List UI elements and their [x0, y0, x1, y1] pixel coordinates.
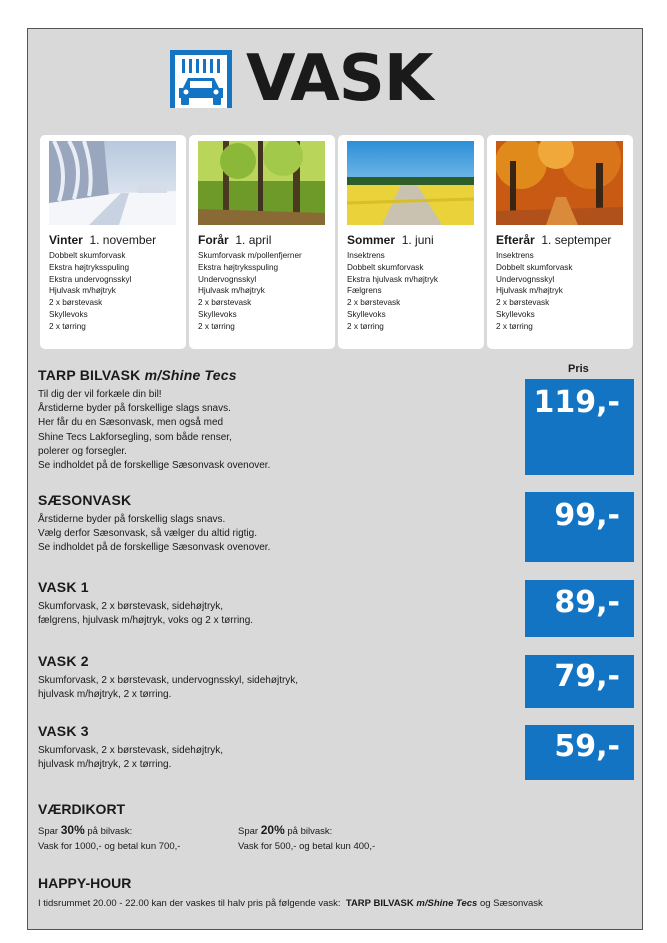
happy-product: TARP BILVASK: [345, 898, 414, 909]
list-item: 2 x tørring: [496, 321, 533, 331]
list-item: 2 x børstevask: [496, 298, 550, 308]
list-item: Skyllevoks: [496, 309, 535, 319]
list-item: 2 x børstevask: [347, 298, 401, 308]
list-item: Ekstra undervognsskyl: [49, 274, 132, 284]
season-card-winter: [40, 135, 186, 349]
season-card-autumn: [487, 135, 633, 349]
happy-joiner: og: [479, 898, 491, 909]
section-title: HAPPY-HOUR: [38, 875, 132, 891]
section-happy-hour: [38, 875, 633, 909]
text-line: polerer og forsegler.: [38, 445, 127, 457]
price-box: 119,-: [525, 379, 634, 475]
text-line: Her får du en Sæsonvask, men også med: [38, 417, 224, 429]
section-vaerdikort: [38, 801, 628, 854]
section-title: [38, 367, 518, 383]
value-card-line: Vask for 500,- og betal kun 400,-: [238, 841, 376, 852]
value-cards: [38, 823, 628, 854]
list-item: Undervognsskyl: [496, 274, 555, 284]
text-line: Årstiderne byder på forskellig slags snavs.: [38, 514, 226, 525]
season-date: 1. november: [89, 233, 157, 247]
season-name: Vinter: [49, 233, 83, 247]
season-name: Forår: [198, 233, 229, 247]
text-line: Skumforvask, 2 x børstevask, undervognsskyl, sidehøjtryk,: [38, 675, 299, 686]
list-item: Dobbelt skumforvask: [49, 251, 126, 260]
section-vask1: [38, 579, 518, 628]
flyer: [27, 28, 643, 930]
section-text: [38, 674, 518, 702]
season-card-summer: [338, 135, 484, 349]
list-item: Hjulvask m/højtryk: [198, 286, 265, 296]
list-item: Insektrens: [496, 251, 534, 260]
list-item: Ekstra hjulvask m/højtryk: [347, 274, 438, 284]
text-line: hjulvask m/højtryk, 2 x tørring.: [38, 689, 172, 701]
text-line: Se indholdet på de forskellige Sæsonvask ovenover.: [38, 542, 271, 554]
spring-photo: [198, 141, 325, 225]
section-text: [38, 744, 518, 772]
season-date: 1. juni: [401, 233, 434, 247]
price-box: 89,-: [525, 580, 634, 637]
happy-product-suffix: m/Shine Tecs: [416, 898, 478, 909]
text-line: fælgrens, hjulvask m/højtryk, voks og 2 x tørring.: [38, 615, 254, 627]
section-text: [38, 898, 633, 909]
list-item: Ekstra højtryksspuling: [198, 262, 279, 272]
price-box: 59,-: [525, 725, 634, 780]
text-line: Se indholdet på de forskellige Sæsonvask ovenover.: [38, 460, 271, 472]
section-vask2: [38, 653, 518, 702]
winter-photo: [49, 141, 176, 225]
value-card: [38, 823, 238, 854]
list-item: 2 x børstevask: [49, 298, 103, 308]
discount-percent: 30%: [60, 823, 85, 837]
text-line: Skumforvask, 2 x børstevask, sidehøjtryk,: [38, 601, 224, 612]
page-title: VASK: [246, 42, 433, 116]
text-line: Skumforvask, 2 x børstevask, sidehøjtryk,: [38, 745, 224, 756]
season-items: [198, 250, 326, 333]
season-items: [49, 250, 177, 333]
happy-end: Sæsonvask: [493, 898, 543, 909]
section-title: VASK 1: [38, 579, 89, 595]
section-title: SÆSONVASK: [38, 492, 132, 508]
list-item: Skyllevoks: [347, 309, 386, 319]
list-item: 2 x tørring: [49, 321, 86, 331]
list-item: Skumforvask m/pollenfjerner: [198, 251, 302, 260]
text-pre: Spar: [38, 826, 59, 837]
list-item: Dobbelt skumforvask: [496, 262, 573, 272]
autumn-photo: [496, 141, 623, 225]
season-date: 1. septemper: [541, 233, 612, 247]
text-line: Shine Tecs Lakforsegling, som både renser,: [38, 431, 232, 443]
car-wash-icon: [170, 50, 232, 108]
text-pre: Spar: [238, 826, 259, 837]
section-text: [38, 388, 518, 473]
value-card: [238, 823, 438, 854]
section-vask3: [38, 723, 518, 772]
season-name: Sommer: [347, 233, 396, 247]
logo: [170, 42, 433, 116]
price-column-label: Pris: [568, 363, 589, 375]
season-date: 1. april: [235, 233, 272, 247]
price-box: 79,-: [525, 655, 634, 708]
happy-text: I tidsrummet 20.00 - 22.00 kan der vaskes til halv pris på følgende vask:: [38, 898, 341, 909]
section-title: VASK 3: [38, 723, 89, 739]
section-title: VASK 2: [38, 653, 89, 669]
list-item: Hjulvask m/højtryk: [496, 286, 563, 296]
season-name: Efterår: [496, 233, 535, 247]
summer-photo: [347, 141, 474, 225]
discount-percent: 20%: [260, 823, 285, 837]
list-item: Hjulvask m/højtryk: [49, 286, 116, 296]
text-post: på bilvask:: [87, 826, 133, 837]
section-text: [38, 600, 518, 628]
list-item: Insektrens: [347, 251, 385, 260]
list-item: Undervognsskyl: [198, 274, 257, 284]
text-line: Årstiderne byder på forskellige slags snavs.: [38, 403, 231, 415]
section-saesonvask: [38, 492, 518, 556]
list-item: Dobbelt skumforvask: [347, 262, 424, 272]
list-item: 2 x tørring: [347, 321, 384, 331]
value-card-line: Vask for 1000,- og betal kun 700,-: [38, 841, 181, 852]
section-text: [38, 513, 518, 556]
text-line: hjulvask m/højtryk, 2 x tørring.: [38, 759, 172, 771]
season-cards: [40, 135, 632, 349]
list-item: Skyllevoks: [198, 309, 237, 319]
text-line: Til dig der vil forkæle din bil!: [38, 389, 162, 400]
list-item: Ekstra højtryksspuling: [49, 262, 130, 272]
title-suffix: m/Shine Tecs: [144, 367, 237, 383]
section-title: VÆRDIKORT: [38, 801, 126, 817]
text-post: på bilvask:: [287, 826, 333, 837]
title-text: TARP BILVASK: [38, 367, 141, 383]
text-line: Vælg derfor Sæsonvask, så vælger du altid rigtig.: [38, 528, 257, 540]
season-card-spring: [189, 135, 335, 349]
list-item: 2 x børstevask: [198, 298, 252, 308]
list-item: 2 x tørring: [198, 321, 235, 331]
season-items: [347, 250, 475, 333]
section-tarp: [38, 367, 518, 473]
list-item: Skyllevoks: [49, 309, 88, 319]
season-items: [496, 250, 624, 333]
list-item: Fælgrens: [347, 286, 382, 296]
price-box: 99,-: [525, 492, 634, 562]
